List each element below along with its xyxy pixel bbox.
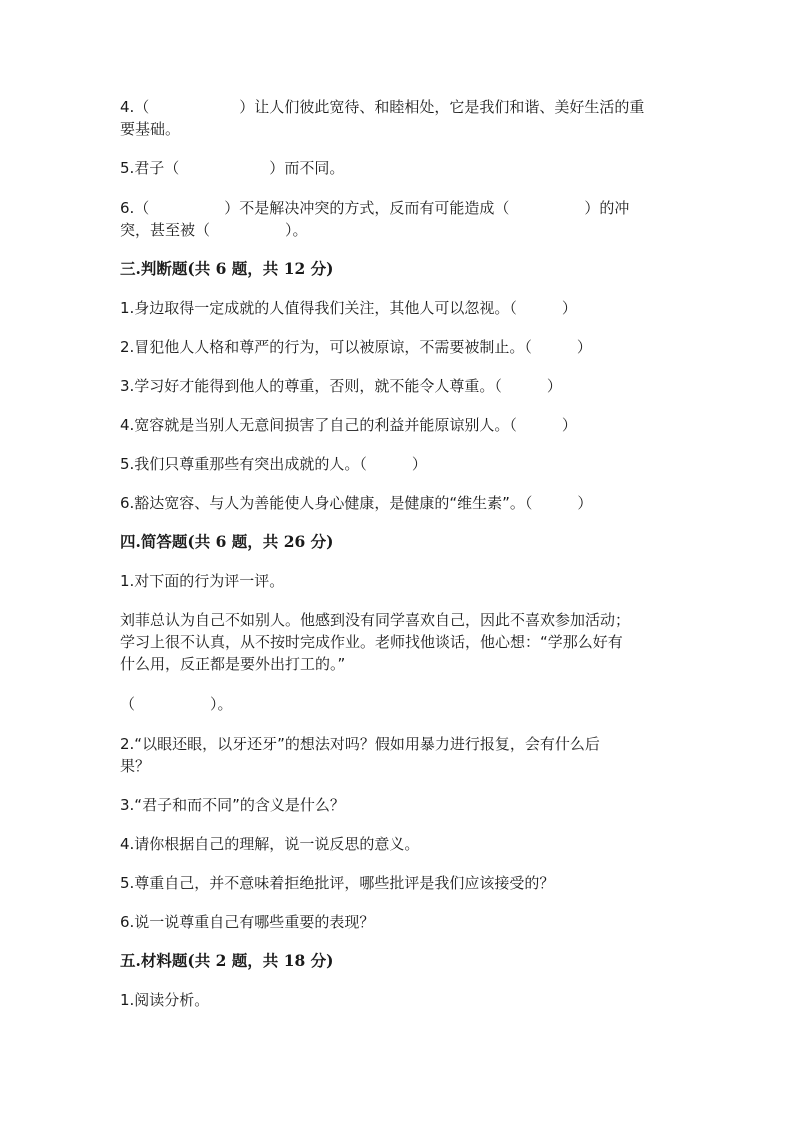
- judge-question-4: 4.宽容就是当别人无意间损害了自己的利益并能原谅别人。（ ）: [120, 416, 577, 434]
- judge-question-2: 2.冒犯他人人格和尊严的行为，可以被原谅，不需要被制止。（ ）: [120, 338, 592, 356]
- short-question-3: 3.“君子和而不同”的含义是什么？: [120, 796, 345, 814]
- short-question-1-material-line-3: 什么用，反正都是要外出打工的。”: [120, 655, 346, 673]
- short-question-2-line-2: 果？: [120, 757, 151, 775]
- judge-question-6: 6.豁达宽容、与人为善能使人身心健康，是健康的“维生素”。（ ）: [120, 494, 593, 512]
- fill-question-6-line-2: 突，甚至被（ ）。: [120, 221, 308, 239]
- short-question-5: 5.尊重自己，并不意味着拒绝批评，哪些批评是我们应该接受的？: [120, 874, 555, 892]
- fill-question-4-line-2: 要基础。: [120, 120, 181, 138]
- short-question-1: 1.对下面的行为评一评。: [120, 572, 285, 590]
- judge-question-1: 1.身边取得一定成就的人值得我们关注，其他人可以忽视。（ ）: [120, 299, 577, 317]
- short-question-1-material-line-2: 学习上很不认真，从不按时完成作业。老师找他谈话，他心想：“学那么好有: [120, 633, 623, 651]
- short-question-4: 4.请你根据自己的理解，说一说反思的意义。: [120, 835, 420, 853]
- judge-question-3: 3.学习好才能得到他人的尊重，否则，就不能令人尊重。（ ）: [120, 377, 562, 395]
- fill-question-4-line-1: 4.（ ）让人们彼此宽待、和睦相处，它是我们和谐、美好生活的重: [120, 98, 645, 116]
- short-question-2-line-1: 2.“以眼还眼，以牙还牙”的想法对吗？假如用暴力进行报复，会有什么后: [120, 735, 600, 753]
- short-question-6: 6.说一说尊重自己有哪些重要的表现？: [120, 913, 375, 931]
- fill-question-6-line-1: 6.（ ）不是解决冲突的方式，反而有可能造成（ ）的冲: [120, 199, 630, 217]
- material-question-1: 1.阅读分析。: [120, 991, 210, 1009]
- judge-question-5: 5.我们只尊重那些有突出成就的人。（ ）: [120, 455, 427, 473]
- exam-page: [120, 96, 680, 1011]
- section-4-heading: 四.简答题(共 6 题，共 26 分): [120, 532, 334, 551]
- section-5-heading: 五.材料题(共 2 题，共 18 分): [120, 951, 334, 970]
- fill-question-5: 5.君子（ ）而不同。: [120, 159, 345, 177]
- short-question-1-material-line-1: 刘菲总认为自己不如别人。他感到没有同学喜欢自己，因此不喜欢参加活动；: [120, 611, 631, 629]
- section-3-heading: 三.判断题(共 6 题，共 12 分): [120, 259, 334, 278]
- short-question-1-answer-blank: （ ）。: [120, 695, 233, 713]
